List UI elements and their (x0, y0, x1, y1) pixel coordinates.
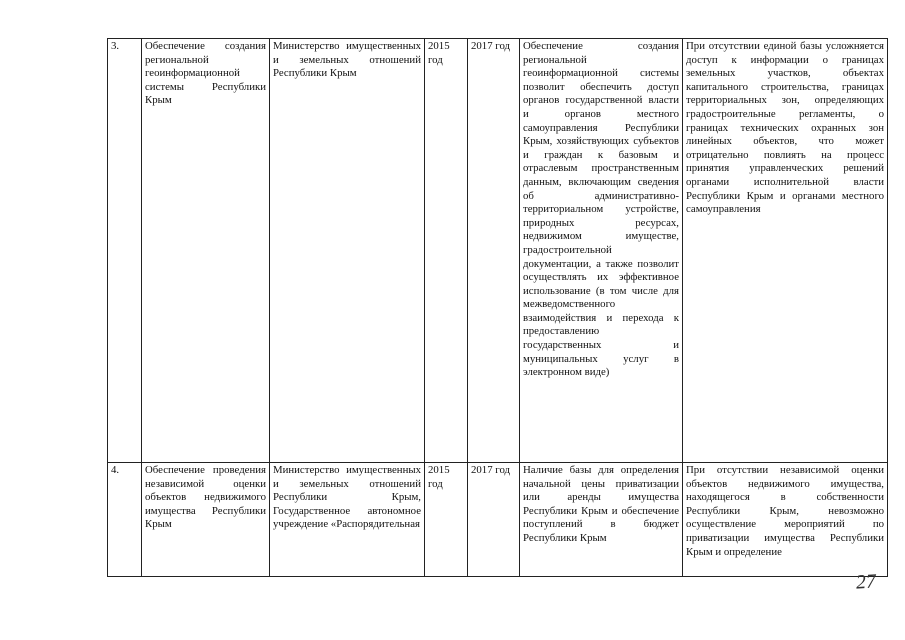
measure-name: Обеспечение проведения независимой оценки объектов недвижимого имущества Республики Крым (142, 463, 270, 577)
expected-result: Наличие базы для определения начальной цены приватизации или аренды имущества Республики Крым и обеспечение поступлений в бюджет Республики Крым (520, 463, 683, 577)
executor: Министерство имущественных и земельных отношений Республики Крым (270, 39, 425, 463)
end-year: 2017 год (468, 463, 520, 577)
table-row (108, 463, 888, 577)
row-number: 4. (108, 463, 142, 577)
start-year: 2015 год (425, 39, 468, 463)
table-row (108, 39, 888, 463)
executor: Министерство имущественных и земельных отношений Республики Крым, Государственное автономное учреждение «Распорядительная (270, 463, 425, 577)
measures-table (107, 38, 888, 577)
end-year: 2017 год (468, 39, 520, 463)
expected-result: Обеспечение создания региональной геоинформационной системы позволит обеспечить доступ органов государственной власти и органов местного самоуправления Республики Крым, хозяйствующих субъектов и граждан к базовым и отраслевым пространственным данным, включающим сведения об административно-территориальном устройстве, природных ресурсах, недвижимом имуществе, градостроительной документации, а также позволит осуществлять их эффективное использование (в том числе для межведомственного взаимодействия и перехода к предоставлению государственных и муниципальных услуг в электронном виде) (520, 39, 683, 463)
row-number: 3. (108, 39, 142, 463)
start-year: 2015 год (425, 463, 468, 577)
consequences: При отсутствии единой базы усложняется доступ к информации о границах земельных участков, объектах капитального строительства, границах территориальных зон, определяющих градостроительные регламенты, о границах технических охранных зон линейных объектов, что может отрицательно повлиять на процесс принятия управленческих решений органами исполнительной власти Республики Крым и органами местного самоуправления (683, 39, 888, 463)
page-number: 27 (855, 570, 877, 594)
consequences: При отсутствии независимой оценки объектов недвижимого имущества, находящегося в собственности Республики Крым, невозможно осуществление мероприятий по приватизации имущества Республики Крым и определение (683, 463, 888, 577)
measure-name: Обеспечение создания региональной геоинформационной системы Республики Крым (142, 39, 270, 463)
